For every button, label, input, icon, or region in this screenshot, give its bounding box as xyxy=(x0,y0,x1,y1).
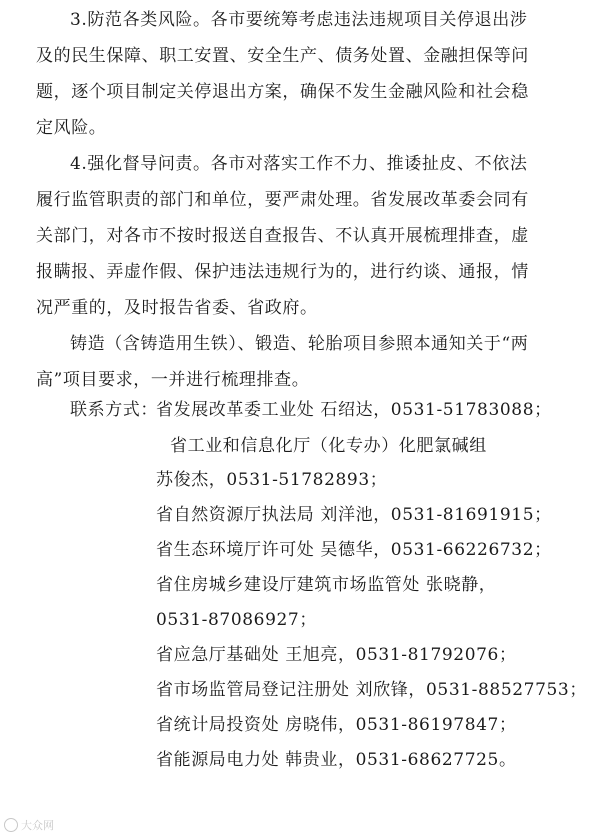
contact-line: 0531-87086927； xyxy=(156,610,317,630)
text-line: 铸造（含铸造用生铁）、锻造、轮胎项目参照本通知关于“两 xyxy=(70,334,529,354)
contact-line: 省发展改革委工业处 石绍达，0531-51783088； xyxy=(156,400,552,420)
text-line: 报瞒报、弄虚作假、保护违法违规行为的，进行约谈、通报，情 xyxy=(36,262,529,282)
text-line: 题，逐个项目制定关停退出方案，确保不发生金融风险和社会稳 xyxy=(36,82,529,102)
watermark-text: 大众网 xyxy=(21,819,54,832)
text-line: 况严重的，及时报告省委、省政府。 xyxy=(36,298,318,318)
contact-line: 省统计局投资处 房晓伟，0531-86197847； xyxy=(156,715,517,735)
text-line: 履行监管职责的部门和单位，要严肃处理。省发展改革委会同有 xyxy=(36,190,529,210)
contact-line: 省住房城乡建设厅建筑市场监管处 张晓静， xyxy=(156,575,497,595)
text-line: 关部门，对各市不按时报送自查报告、不认真开展梳理排查，虚 xyxy=(36,226,529,246)
contact-line: 省市场监管局登记注册处 刘欣锋，0531-88527753； xyxy=(156,680,587,700)
paragraph-accountability xyxy=(36,146,584,326)
text-line: 3.防范各类风险。各市要统筹考虑违法违规项目关停退出涉 xyxy=(70,10,528,30)
weibo-logo-icon xyxy=(4,818,18,832)
text-line: 4.强化督导问责。各市对落实工作不力、推诿扯皮、不依法 xyxy=(70,154,528,174)
text-line: 定风险。 xyxy=(36,118,107,138)
contact-line: 省应急厅基础处 王旭亮，0531-81792076； xyxy=(156,645,517,665)
contact-line: 省自然资源厅执法局 刘洋池，0531-81691915； xyxy=(156,505,552,525)
paragraph-prevent-risks xyxy=(36,2,584,146)
paragraph-casting-projects xyxy=(36,326,584,398)
contact-line: 苏俊杰，0531-51782893； xyxy=(156,470,388,490)
contacts-label: 联系方式： xyxy=(70,400,158,420)
text-line: 及的民生保障、职工安置、安全生产、债务处置、金融担保等问 xyxy=(36,46,529,66)
contact-line: 省能源局电力处 韩贵业，0531-68627725。 xyxy=(156,750,517,770)
text-line: 高”项目要求，一并进行梳理排查。 xyxy=(36,370,310,390)
watermark xyxy=(4,817,54,833)
contact-line: 省生态环境厅许可处 吴德华，0531-66226732； xyxy=(156,540,552,560)
contact-line: 省工业和信息化厅（化专办）化肥氯碱组 xyxy=(170,436,487,456)
